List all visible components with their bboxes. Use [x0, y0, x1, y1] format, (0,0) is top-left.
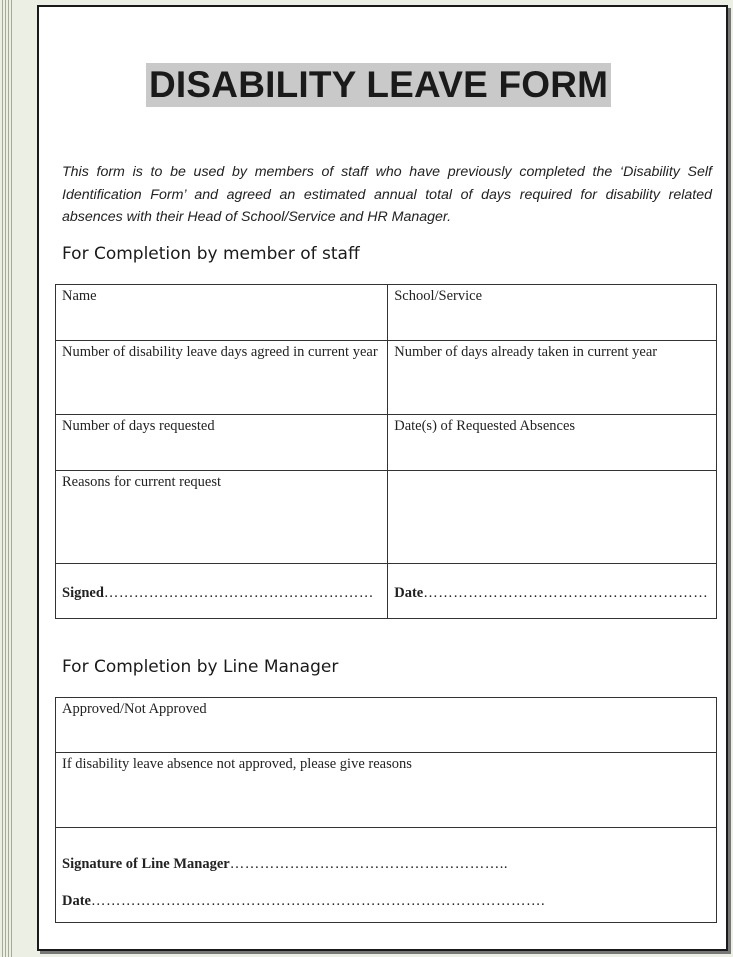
manager-signature-dotted-line: ……………………………………………….. [229, 856, 508, 872]
reasons-label: Reasons for current request [62, 474, 222, 490]
days-taken-label: Number of days already taken in current year [394, 344, 658, 360]
manager-section-heading: For Completion by Line Manager [62, 657, 339, 677]
reasons-blank-cell[interactable] [388, 471, 717, 564]
staff-date-label: Date [394, 585, 424, 601]
refusal-reasons-field[interactable] [56, 753, 717, 828]
school-service-field[interactable] [388, 285, 717, 341]
table-row [56, 698, 717, 753]
manager-date-dotted-line: ………………………………………………………………………………. [91, 893, 546, 909]
manager-signature-line[interactable] [62, 846, 710, 883]
table-row [56, 753, 717, 828]
manager-date-label: Date [62, 893, 91, 909]
table-row [56, 415, 717, 471]
name-field[interactable] [56, 285, 388, 341]
signed-dotted-line: ……………………………………………… [103, 585, 374, 601]
intro-paragraph: This form is to be used by members of staff who have previously completed the ‘Disability Self Identification Form’ and agreed an estimated annual total of days required for disability related absences with their Head of School/Service and HR Manager. [62, 164, 712, 225]
form-title: DISABILITY LEAVE FORM [146, 63, 611, 107]
approval-field[interactable] [56, 698, 717, 753]
staff-date-field[interactable] [388, 564, 717, 619]
table-row [56, 471, 717, 564]
table-row [56, 285, 717, 341]
manager-signature-block[interactable] [56, 828, 717, 923]
days-requested-label: Number of days requested [62, 418, 215, 434]
manager-completion-table [55, 697, 717, 923]
days-taken-field[interactable] [388, 341, 717, 415]
page-edge-decoration [0, 0, 12, 957]
table-row [56, 341, 717, 415]
document-page [37, 5, 728, 951]
table-row [56, 828, 717, 923]
signed-label: Signed [62, 585, 104, 601]
staff-section-heading: For Completion by member of staff [62, 244, 360, 264]
refusal-reasons-label: If disability leave absence not approved, please give reasons [62, 756, 412, 772]
staff-completion-table [55, 284, 717, 619]
requested-dates-label: Date(s) of Requested Absences [394, 418, 576, 434]
days-agreed-field[interactable] [56, 341, 388, 415]
school-service-label: School/Service [394, 288, 483, 304]
reasons-field[interactable] [56, 471, 388, 564]
days-agreed-label: Number of disability leave days agreed in current year [62, 344, 378, 360]
days-requested-field[interactable] [56, 415, 388, 471]
manager-signature-label: Signature of Line Manager [62, 856, 230, 872]
table-row [56, 564, 717, 619]
manager-date-line[interactable] [62, 883, 710, 920]
staff-date-dotted-line: ………………………………………………… [423, 585, 709, 601]
approval-label: Approved/Not Approved [62, 701, 207, 717]
staff-signature-field[interactable] [56, 564, 388, 619]
requested-dates-field[interactable] [388, 415, 717, 471]
name-label: Name [62, 288, 97, 304]
